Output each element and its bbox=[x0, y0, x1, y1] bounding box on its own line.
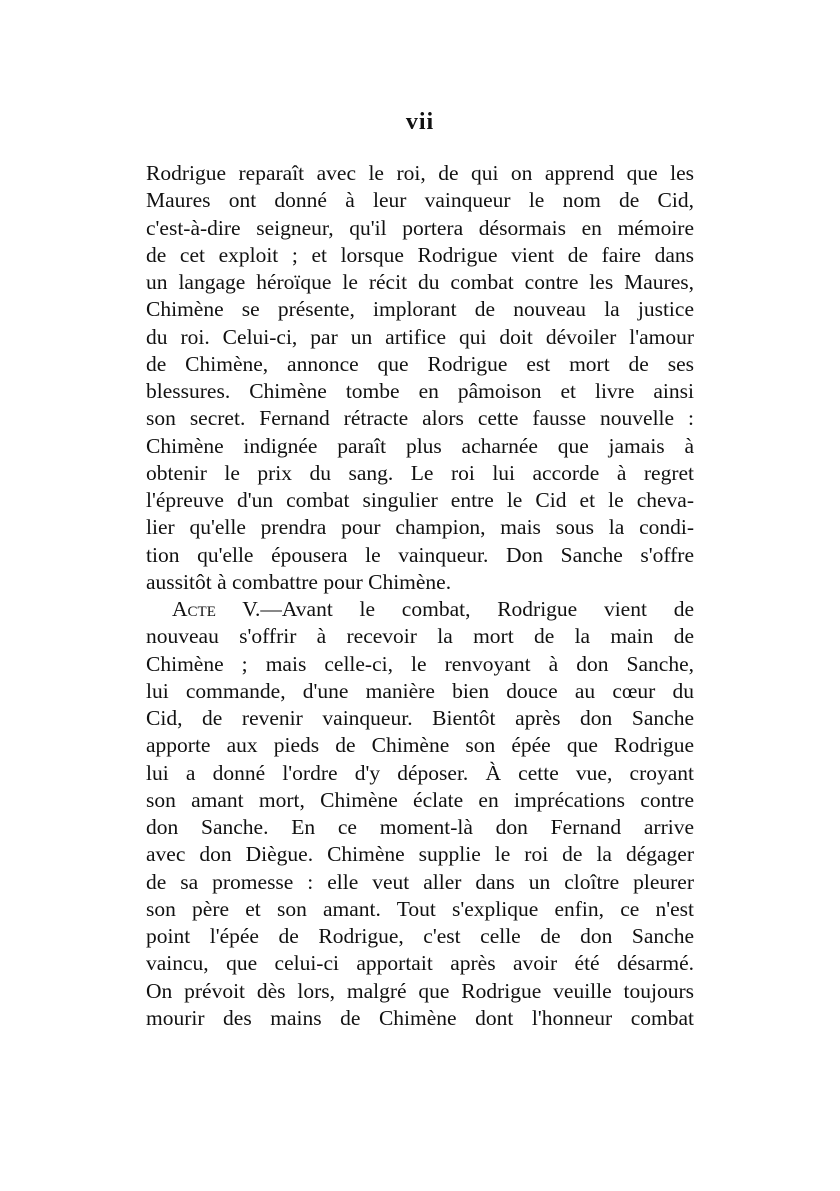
paragraph-act-v-summary bbox=[146, 596, 694, 1032]
text-line: un langage héroïque le récit du combat contre les Maures, bbox=[146, 270, 694, 294]
text-line: de cet exploit ; et lorsque Rodrigue vient de faire dans bbox=[146, 242, 694, 267]
text-line: lier qu'elle prendra pour champion, mais sous la condi- bbox=[146, 515, 694, 540]
text-line: Chimène se présente, implorant de nouveau la justice bbox=[146, 297, 694, 322]
text-line: obtenir le prix du sang. Le roi lui accorde à regret bbox=[146, 460, 694, 485]
act-heading-line bbox=[146, 596, 694, 623]
paragraph-act-iv-summary bbox=[146, 160, 694, 596]
text-line: son secret. Fernand rétracte alors cette fausse nouvelle : bbox=[146, 406, 694, 431]
text-line: On prévoit dès lors, malgré que Rodrigue veuille toujours bbox=[146, 978, 694, 1003]
text-line: point l'épée de Rodrigue, c'est celle de don Sanche bbox=[146, 924, 694, 948]
text-line: du roi. Celui-ci, par un artifice qui doit dévoiler l'amour bbox=[146, 324, 694, 349]
text-line: lui a donné l'ordre d'y déposer. À cette vue, croyant bbox=[146, 760, 694, 785]
text-line: lui commande, d'une manière bien douce au cœur du bbox=[146, 678, 694, 703]
text-line: c'est-à-dire seigneur, qu'il portera désormais en mémoire bbox=[146, 215, 694, 240]
body-text bbox=[146, 160, 694, 1032]
text-line: blessures. Chimène tombe en pâmoison et livre ainsi bbox=[146, 379, 694, 403]
act-heading-text: V.—Avant le combat, Rodrigue vient de bbox=[215, 597, 694, 621]
text-line: tion qu'elle épousera le vainqueur. Don Sanche s'offre bbox=[146, 542, 694, 567]
text-line: de Chimène, annonce que Rodrigue est mort de ses bbox=[146, 351, 694, 376]
text-line: vaincu, que celui-ci apportait après avoir été désarmé. bbox=[146, 951, 694, 976]
text-line: Chimène ; mais celle-ci, le renvoyant à don Sanche, bbox=[146, 651, 694, 676]
text-line: de sa promesse : elle veut aller dans un cloître pleurer bbox=[146, 869, 694, 894]
act-label: Acte bbox=[172, 597, 216, 621]
text-line: nouveau s'offrir à recevoir la mort de la main de bbox=[146, 624, 694, 649]
text-line: son amant mort, Chimène éclate en imprécations contre bbox=[146, 787, 694, 812]
text-line: son père et son amant. Tout s'explique enfin, ce n'est bbox=[146, 896, 694, 921]
page-number: vii bbox=[405, 109, 435, 135]
text-line: Cid, de revenir vainqueur. Bientôt après don Sanche bbox=[146, 706, 694, 730]
text-line: mourir des mains de Chimène dont l'honneur combat bbox=[146, 1005, 694, 1030]
text-line: aussitôt à combattre pour Chimène. bbox=[146, 569, 452, 594]
text-line: Chimène indignée paraît plus acharnée que jamais à bbox=[146, 433, 694, 458]
text-line: Rodrigue reparaît avec le roi, de qui on apprend que les bbox=[146, 161, 694, 185]
text-line: apporte aux pieds de Chimène son épée que Rodrigue bbox=[146, 733, 694, 758]
text-line: don Sanche. En ce moment-là don Fernand arrive bbox=[146, 815, 694, 839]
text-line: l'épreuve d'un combat singulier entre le Cid et le cheva- bbox=[146, 488, 694, 512]
text-line: avec don Diègue. Chimène supplie le roi de la dégager bbox=[146, 842, 694, 867]
text-line: Maures ont donné à leur vainqueur le nom de Cid, bbox=[146, 188, 694, 213]
